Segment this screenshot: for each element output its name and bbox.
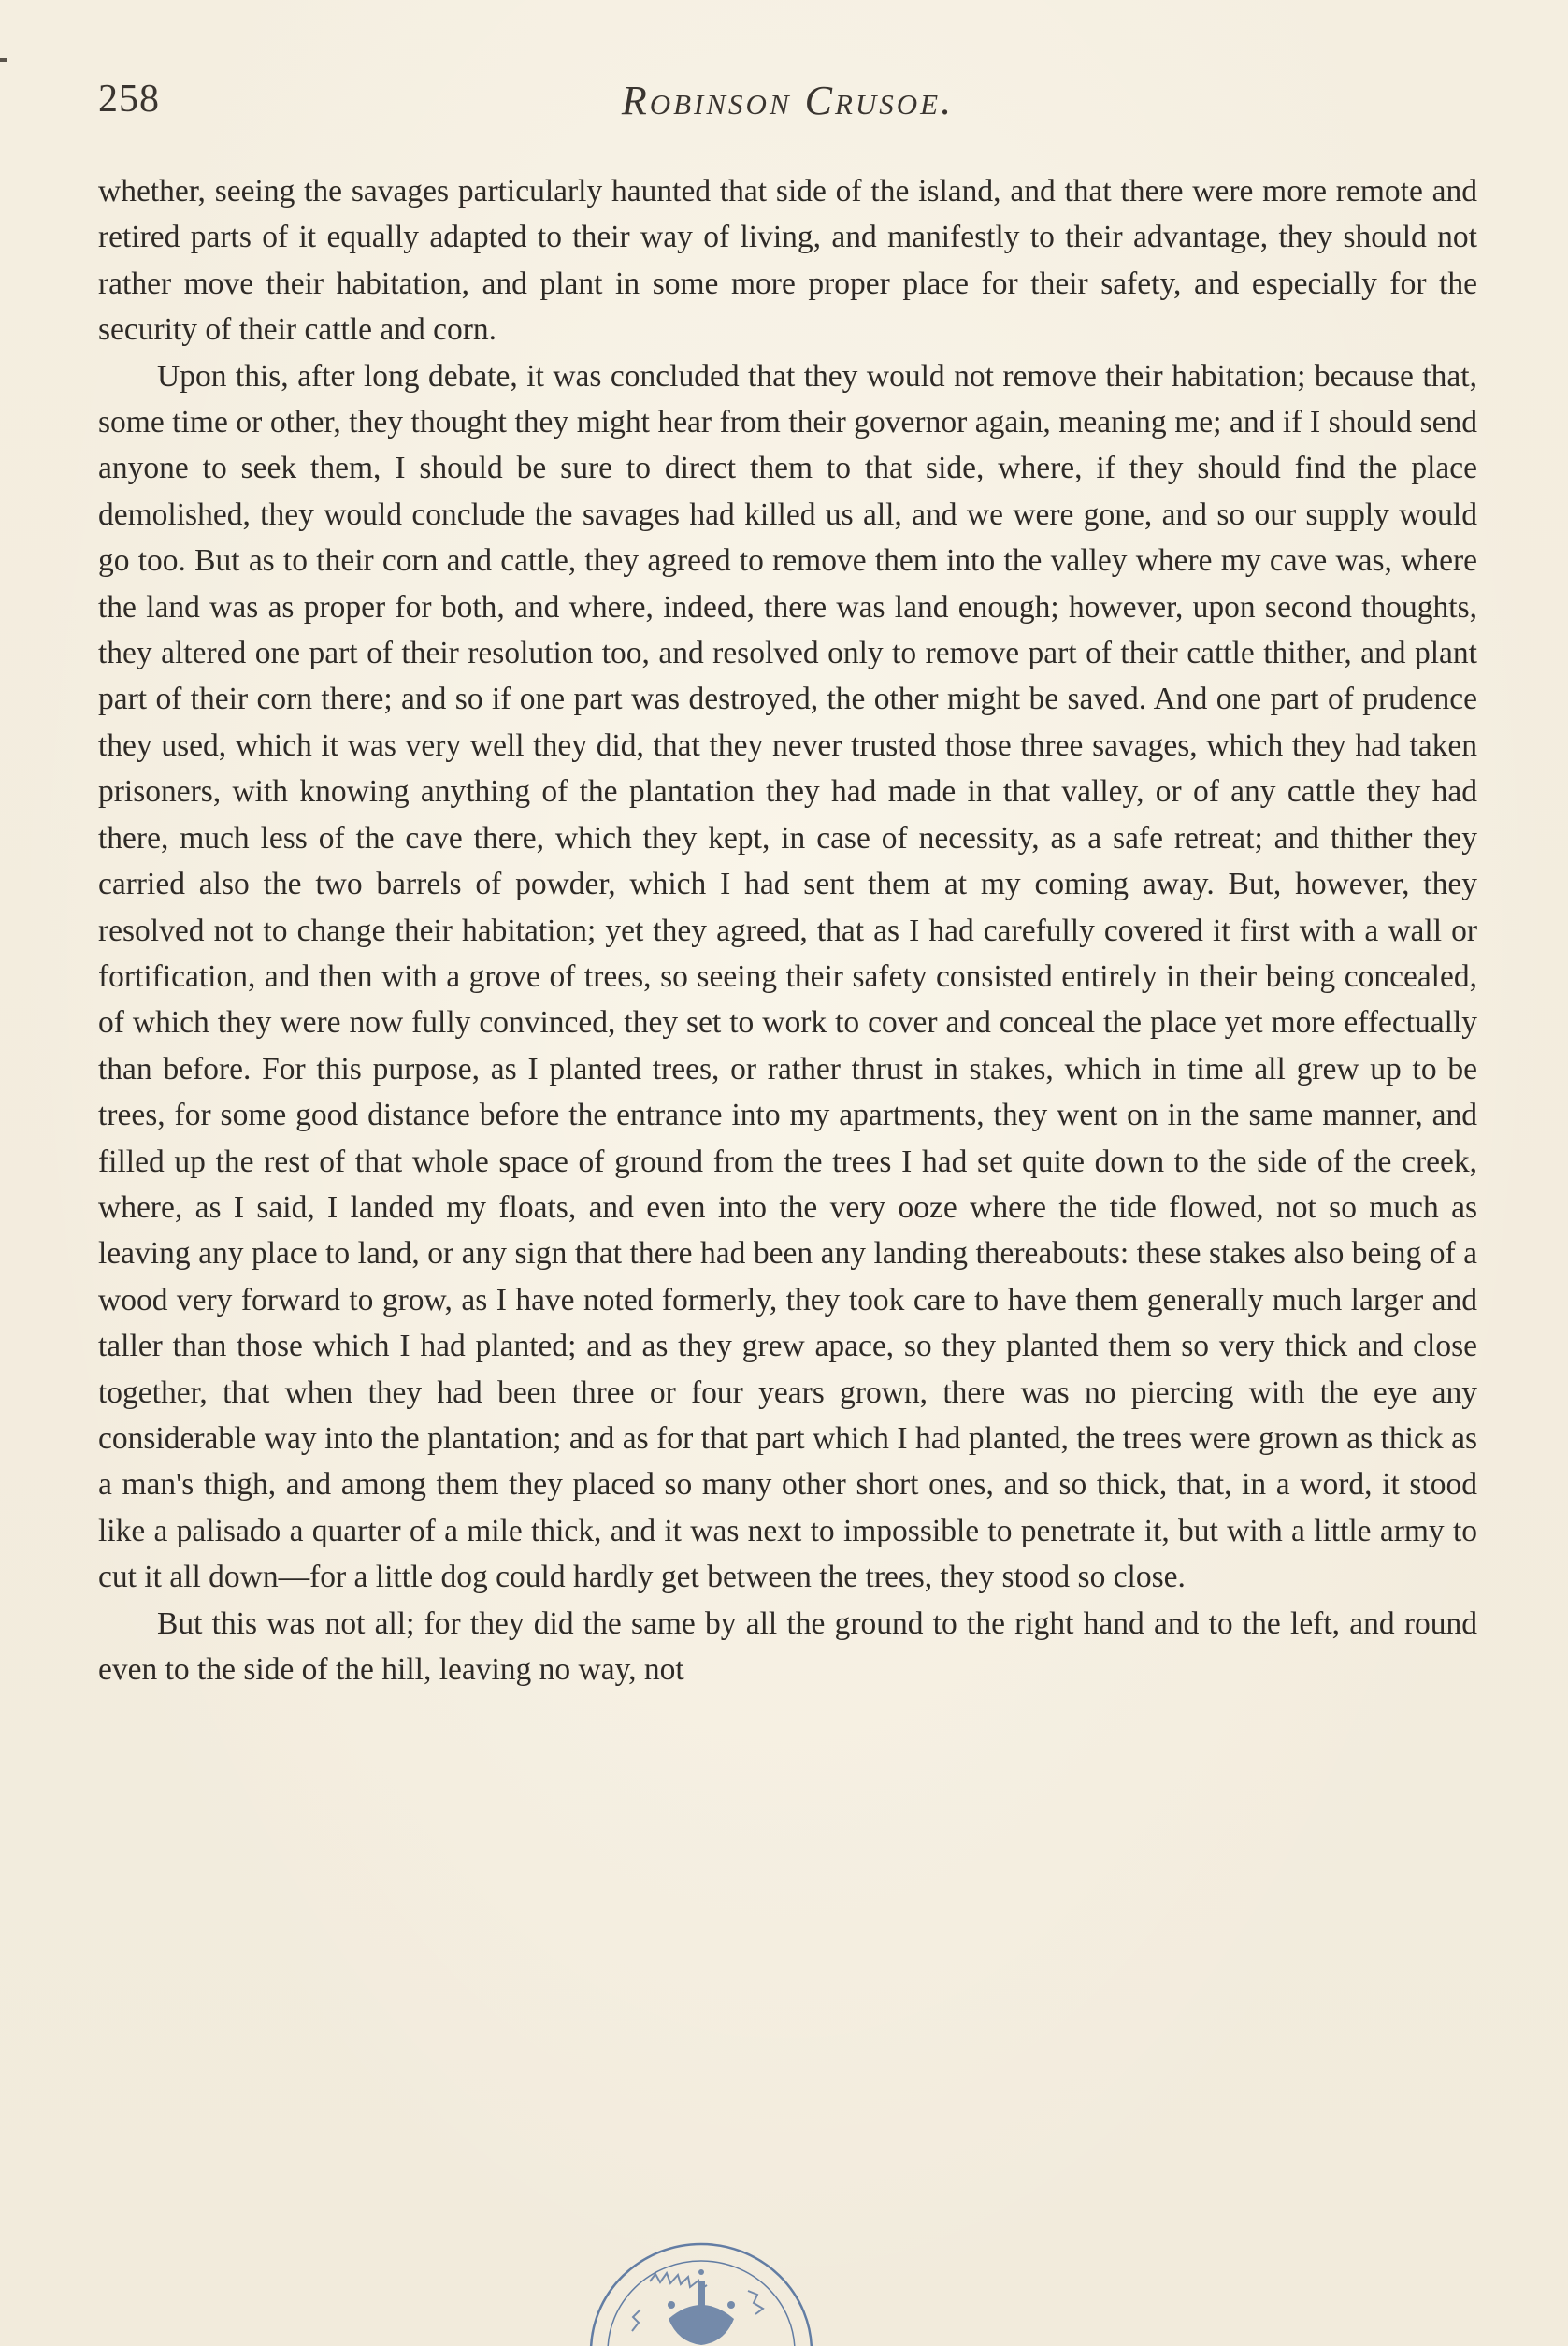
paragraph-1: whether, seeing the savages particularly haunted that side of the island, and that there were more remote and retired parts of it equally adapted to their way of living, and manifestly to their advantage, they should not rather move their habitation, and plant in some more proper place for their safety, and especially for the security of their cattle and corn.: [98, 174, 1477, 348]
paragraph-2: Upon this, after long debate, it was concluded that they would not remove their habitation; because that, some time or other, they thought they might hear from their governor again, meaning me; and if I should send anyone to seek them, I should be sure to direct them to that side, where, if they should find the place demolished, they would conclude the savages had killed us all, and we were gone, and so our supply would go too. But as to their corn and cattle, they agreed to remove them into the valley where my cave was, where the land was as proper for both, and where, indeed, there was land enough; however, upon second thoughts, they altered one part of their resolution too, and resolved only to remove part of their cattle thither, and plant part of their corn there; and so if one part was destroyed, the other might be saved. And one part of prudence they used, which it was very well they did, that they never trusted those three savages, which they had taken prisoners, with knowing anything of the plantation they had made in that valley, or of any cattle they had there, much less of the cave there, which they kept, in case of necessity, as a safe retreat; and thither they carried also the two barrels of powder, which I had sent them at my coming away. But, however, they resolved not to change their habitation; yet they agreed, that as I had carefully covered it first with a wall or fortification, and then with a grove of trees, so seeing their safety consisted entirely in their being concealed, of which they were now fully convinced, they set to work to cover and conceal the place yet more effectually than before. For this purpose, as I planted trees, or rather thrust in stakes, which in time all grew up to be trees, for some good distance before the entrance into my apartments, they went on in the same manner, and filled up the rest of that whole space of ground from the trees I had set quite down to the side of the creek, where, as I said, I landed my floats, and even into the very ooze where the tide flowed, not so much as leaving any place to land, or any sign that there had been any landing thereabouts: these stakes also being of a wood very forward to grow, as I have noted formerly, they took care to have them generally much larger and taller than those which I had planted; and as they grew apace, so they planted them so very thick and close together, that when they had been three or four years grown, there was no piercing with the eye any considerable way into the plantation; and as for that part which I had planted, the trees were grown as thick as a man's thigh, and among them they placed so many other short ones, and so thick, that, in a word, it stood like a palisado a quarter of a mile thick, and it was next to impossible to penetrate it, but with a little army to cut it all down—for a little dog could hardly get between the trees, they stood so close.: [98, 358, 1477, 1595]
page-edge-mark: [0, 58, 7, 62]
library-stamp: [561, 2216, 842, 2346]
library-stamp-icon: [561, 2216, 842, 2346]
running-title: Robinson Crusoe.: [621, 78, 955, 123]
page-number: 258: [98, 78, 160, 121]
page-header: [98, 77, 1477, 133]
paragraph-3: But this was not all; for they did the same by all the ground to the right hand and to the left, and round even to the side of the hill, leaving no way, not: [98, 1605, 1477, 1687]
body-text: [98, 168, 1477, 1692]
